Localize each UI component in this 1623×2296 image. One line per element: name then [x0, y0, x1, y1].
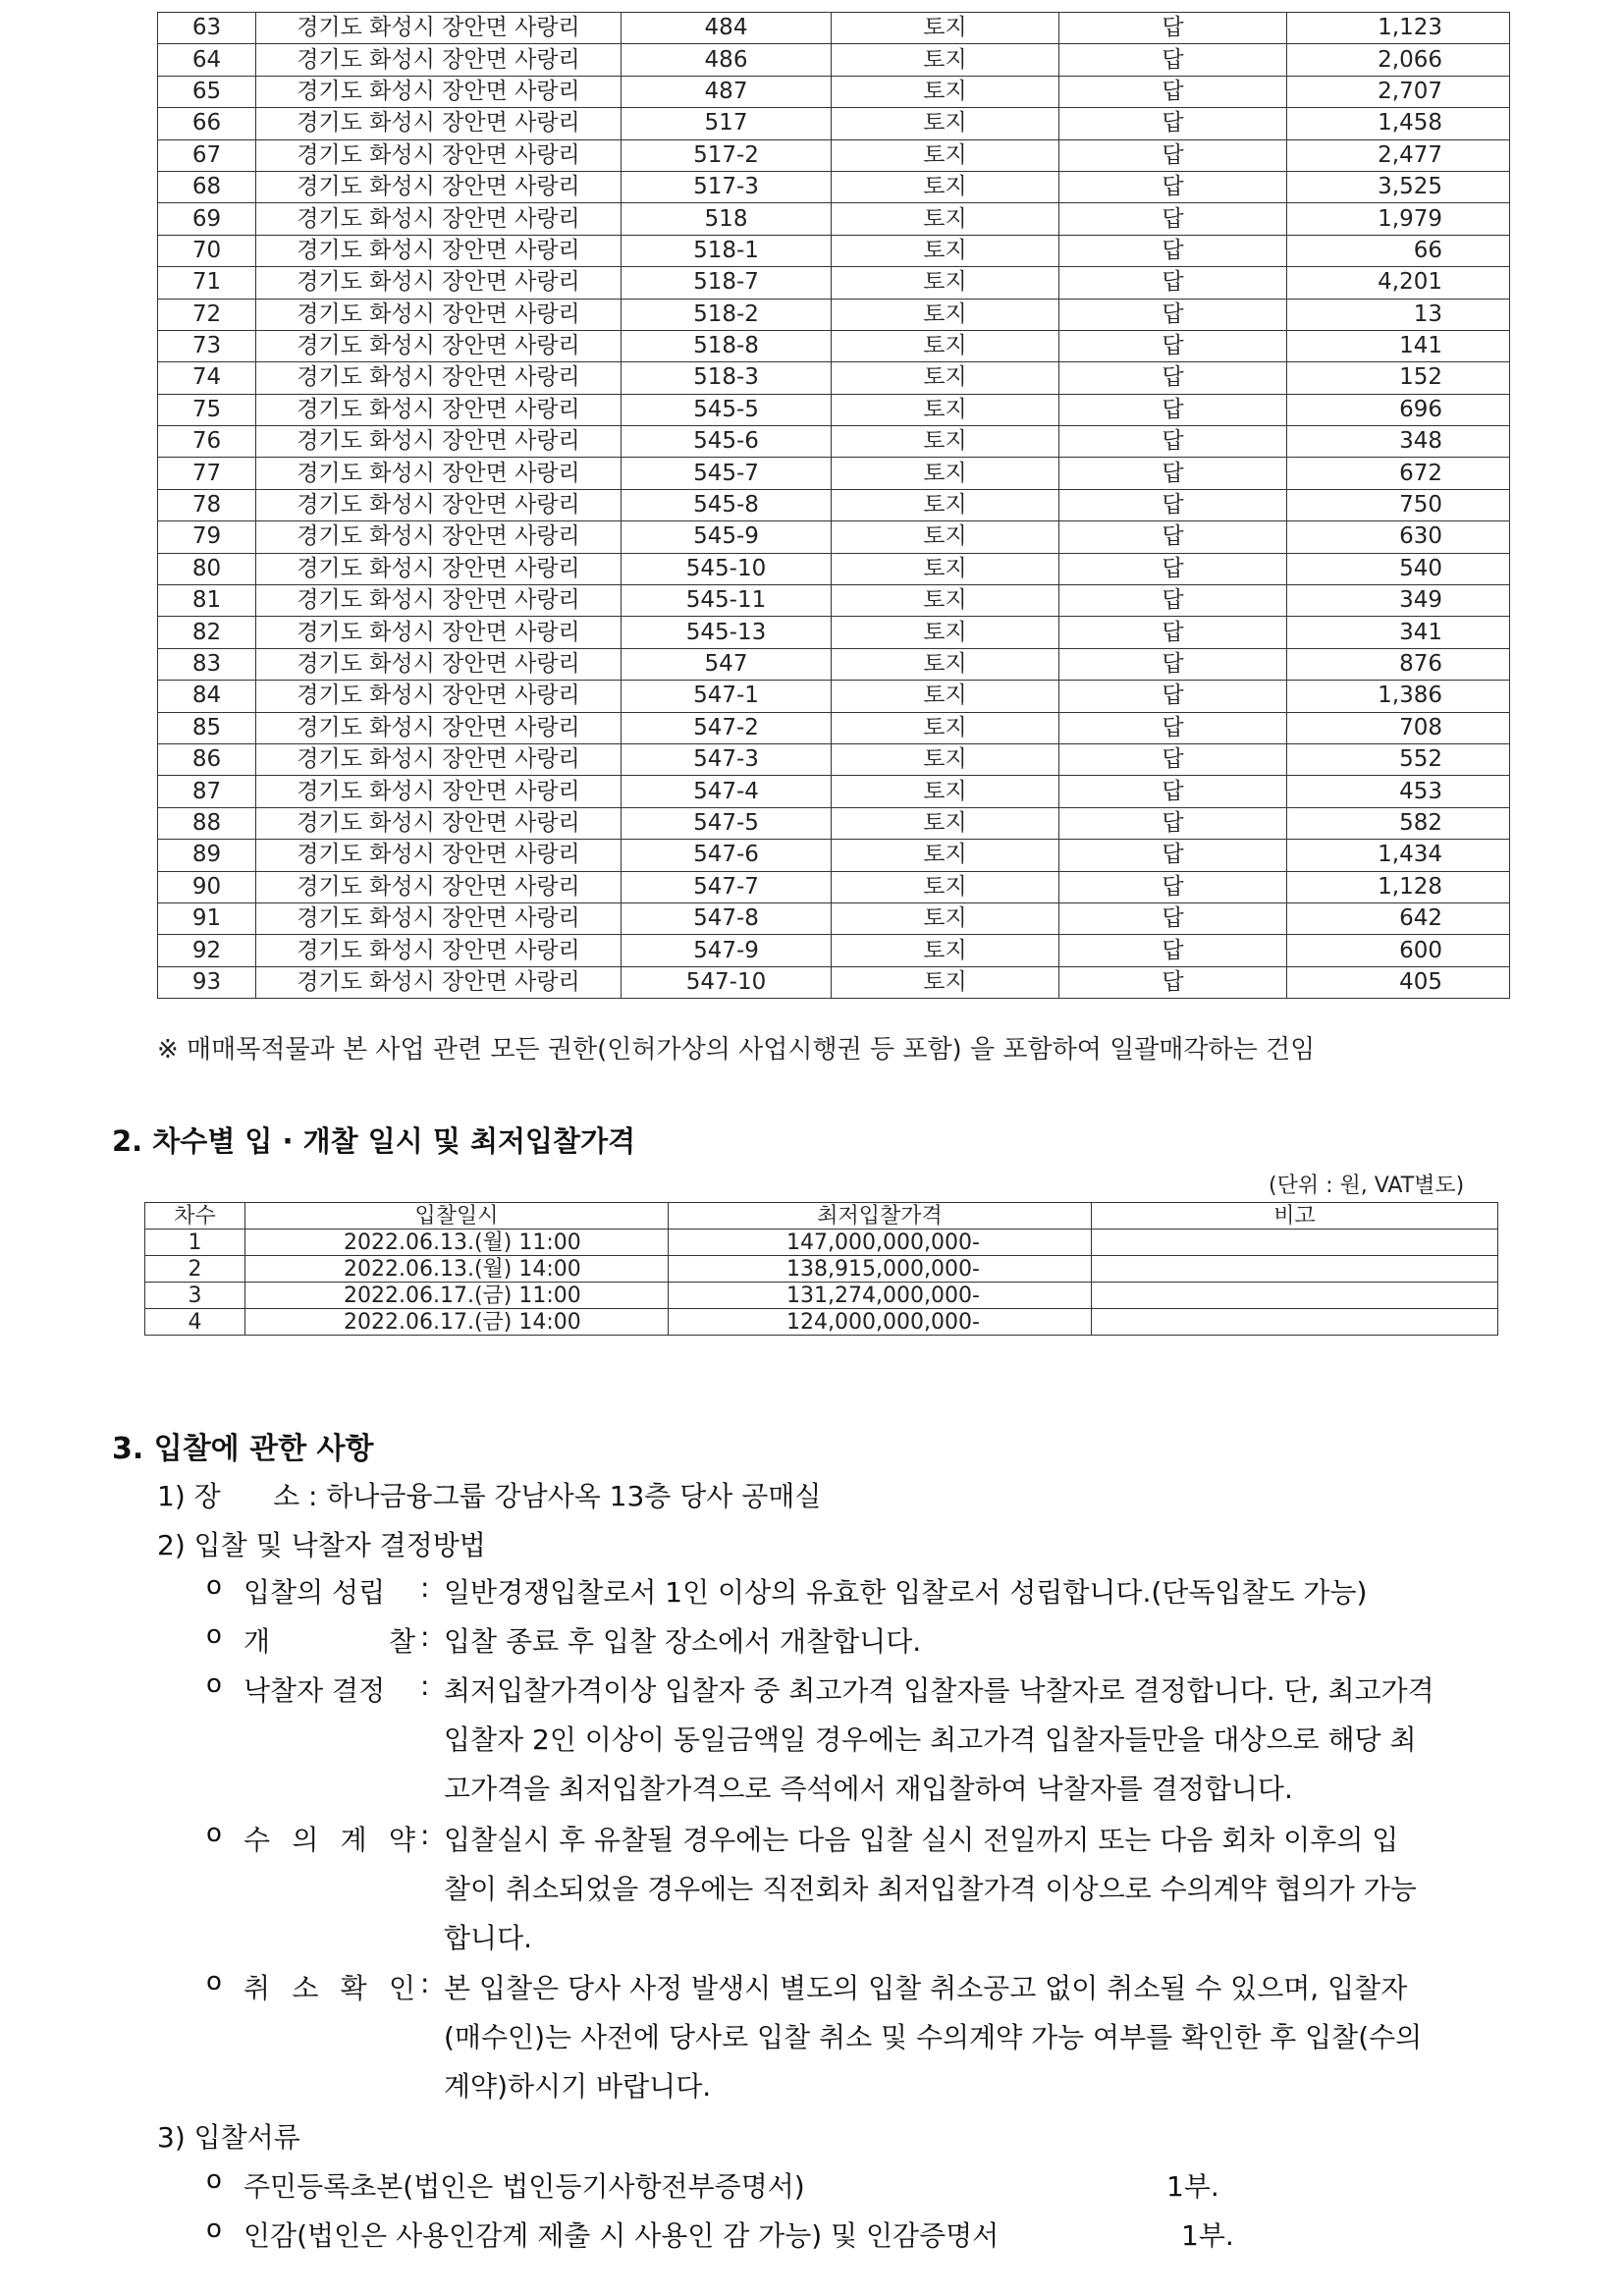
cell-lot: 547-1: [622, 681, 832, 712]
cell-category: 답: [1059, 394, 1287, 425]
cell-address: 경기도 화성시 장안면 사랑리: [256, 76, 622, 107]
cell-category: 답: [1059, 299, 1287, 330]
cell-category: 답: [1059, 458, 1287, 489]
table-row: [158, 13, 1510, 44]
table-row: [158, 712, 1510, 743]
cell-no: 75: [158, 394, 256, 425]
cell-category: 답: [1059, 553, 1287, 584]
cell-type: 토지: [832, 743, 1059, 775]
table-row: [158, 489, 1510, 520]
cell-area: 2,066: [1287, 44, 1510, 76]
cell-area: 1,128: [1287, 871, 1510, 902]
cell-no: 93: [158, 966, 256, 998]
table-row: [158, 871, 1510, 902]
cell-address: 경기도 화성시 장안면 사랑리: [256, 712, 622, 743]
cell-lot: 517-2: [622, 139, 832, 171]
cell-no: 80: [158, 553, 256, 584]
cell-round: 4: [145, 1309, 245, 1336]
cell-lot: 545-6: [622, 426, 832, 458]
cell-address: 경기도 화성시 장안면 사랑리: [256, 966, 622, 998]
table-row: [158, 108, 1510, 139]
cell-date: 2022.06.13.(월) 14:00: [245, 1256, 669, 1283]
cell-address: 경기도 화성시 장안면 사랑리: [256, 299, 622, 330]
cell-lot: 545-5: [622, 394, 832, 425]
cell-no: 82: [158, 617, 256, 648]
unit-note: (단위 : 원, VAT별도): [1269, 1174, 1465, 1198]
table-row: [158, 76, 1510, 107]
cell-area: 453: [1287, 776, 1510, 807]
cell-no: 87: [158, 776, 256, 807]
cell-area: 552: [1287, 743, 1510, 775]
cell-area: 3,525: [1287, 171, 1510, 202]
cell-lot: 518-7: [622, 267, 832, 299]
item-text-line-1: 본 입찰은 당사 사정 발생시 별도의 입찰 취소공고 없이 취소될 수 있으며, 입찰자: [444, 1972, 1408, 2004]
table-row: [145, 1230, 1498, 1256]
cell-address: 경기도 화성시 장안면 사랑리: [256, 108, 622, 139]
cell-type: 토지: [832, 648, 1059, 680]
table-row: [158, 585, 1510, 617]
cell-area: 2,707: [1287, 76, 1510, 107]
cell-type: 토지: [832, 108, 1059, 139]
document-text: 주민등록초본(법인은 법인등기사항전부증명서): [243, 2170, 805, 2203]
cell-category: 답: [1059, 362, 1287, 394]
cell-address: 경기도 화성시 장안면 사랑리: [256, 44, 622, 76]
table-row: [158, 617, 1510, 648]
cell-address: 경기도 화성시 장안면 사랑리: [256, 681, 622, 712]
cell-type: 토지: [832, 13, 1059, 44]
cell-lot: 547-7: [622, 871, 832, 902]
cell-price: 138,915,000,000-: [669, 1256, 1092, 1283]
cell-category: 답: [1059, 108, 1287, 139]
cell-lot: 518-2: [622, 299, 832, 330]
cell-area: 696: [1287, 394, 1510, 425]
header-remarks: 비고: [1092, 1203, 1498, 1230]
item-label: 취 소 확 인: [243, 1972, 415, 2004]
cell-area: 1,434: [1287, 840, 1510, 871]
table-row: [158, 171, 1510, 202]
bullet-icon: o: [206, 1669, 222, 1699]
item-text-line-1: 입찰실시 후 유찰될 경우에는 다음 입찰 실시 전일까지 또는 다음 회차 이후의 입: [444, 1824, 1399, 1856]
cell-category: 답: [1059, 521, 1287, 553]
cell-no: 74: [158, 362, 256, 394]
table-row: [158, 743, 1510, 775]
cell-type: 토지: [832, 617, 1059, 648]
cell-area: 141: [1287, 330, 1510, 361]
cell-type: 토지: [832, 776, 1059, 807]
cell-lot: 547-10: [622, 966, 832, 998]
cell-category: 답: [1059, 840, 1287, 871]
documents-heading: 3) 입찰서류: [157, 2121, 300, 2154]
cell-no: 76: [158, 426, 256, 458]
cell-lot: 547-2: [622, 712, 832, 743]
cell-address: 경기도 화성시 장안면 사랑리: [256, 743, 622, 775]
cell-no: 64: [158, 44, 256, 76]
table-row: [158, 840, 1510, 871]
cell-category: 답: [1059, 648, 1287, 680]
cell-area: 876: [1287, 648, 1510, 680]
place-line: 1) 장 소 : 하나금융그룹 강남사옥 13층 당사 공매실: [157, 1480, 822, 1512]
cell-address: 경기도 화성시 장안면 사랑리: [256, 553, 622, 584]
item-text-line-3: 합니다.: [444, 1922, 533, 1954]
cell-category: 답: [1059, 743, 1287, 775]
cell-no: 73: [158, 330, 256, 361]
bullet-icon: o: [206, 2214, 222, 2244]
cell-lot: 518-8: [622, 330, 832, 361]
cell-area: 708: [1287, 712, 1510, 743]
bullet-icon: o: [206, 1819, 222, 1848]
cell-area: 4,201: [1287, 267, 1510, 299]
document-copies: 1부.: [1166, 2170, 1219, 2203]
cell-type: 토지: [832, 521, 1059, 553]
cell-no: 85: [158, 712, 256, 743]
header-price: 최저입찰가격: [669, 1203, 1092, 1230]
cell-lot: 487: [622, 76, 832, 107]
cell-price: 124,000,000,000-: [669, 1309, 1092, 1336]
table-row: [158, 299, 1510, 330]
cell-category: 답: [1059, 585, 1287, 617]
cell-remarks: [1092, 1256, 1498, 1283]
cell-area: 540: [1287, 553, 1510, 584]
cell-type: 토지: [832, 394, 1059, 425]
cell-round: 3: [145, 1283, 245, 1309]
table-row: [158, 235, 1510, 266]
table-row: [145, 1309, 1498, 1336]
cell-area: 13: [1287, 299, 1510, 330]
table-row: [158, 394, 1510, 425]
table-row: [158, 902, 1510, 934]
cell-no: 84: [158, 681, 256, 712]
bid-schedule-table: [144, 1202, 1498, 1336]
cell-no: 67: [158, 139, 256, 171]
cell-address: 경기도 화성시 장안면 사랑리: [256, 902, 622, 934]
cell-address: 경기도 화성시 장안면 사랑리: [256, 521, 622, 553]
cell-type: 토지: [832, 489, 1059, 520]
cell-area: 642: [1287, 902, 1510, 934]
parcel-table: [157, 12, 1510, 999]
cell-no: 72: [158, 299, 256, 330]
cell-lot: 518-1: [622, 235, 832, 266]
table-row: [145, 1283, 1498, 1309]
cell-type: 토지: [832, 235, 1059, 266]
cell-area: 582: [1287, 807, 1510, 839]
cell-round: 1: [145, 1230, 245, 1256]
cell-date: 2022.06.13.(월) 11:00: [245, 1230, 669, 1256]
cell-type: 토지: [832, 362, 1059, 394]
cell-category: 답: [1059, 267, 1287, 299]
header-round: 차수: [145, 1203, 245, 1230]
cell-address: 경기도 화성시 장안면 사랑리: [256, 267, 622, 299]
cell-lot: 517-3: [622, 171, 832, 202]
cell-area: 750: [1287, 489, 1510, 520]
bid-table-header: [145, 1203, 1498, 1230]
cell-type: 토지: [832, 458, 1059, 489]
bullet-icon: o: [206, 2165, 222, 2195]
cell-lot: 545-7: [622, 458, 832, 489]
cell-lot: 545-13: [622, 617, 832, 648]
cell-type: 토지: [832, 44, 1059, 76]
cell-address: 경기도 화성시 장안면 사랑리: [256, 235, 622, 266]
document-page: 63 경기도 화성시 장안면 사랑리 484 토지 답 1,123 64 경기도 화성시 장안면 사랑리 486 토지 답 2,066 65 경기도 화성시 장안면 사랑리 487 토지 답 2,707 66 경기도 화성시 장안면 사랑리 517 토지 답 1,458 67 경기도 화성시 장안면 사랑리 517-2 토지 답 2,477 68 경기도 화성시 장안면 사랑리 517-3 토지 답 3,525 69 경기도 화성시 장안면 사랑리 518 토지 답 1,979 70 경기도 화성시 장안면 사랑리 518-1 토지 답 66 71 경기도 화성시 장안면 사랑리 518-7 토지 답 4,201 72 경기도 화성시 장안면 사랑리 518-2 토지 답 13 73 경기도 화성시 장안면 사랑리 518-8 토지 답 141 74 경기도 화성시 장안면 사랑리 518-3 토지 답 152 75 경기도 화성시 장안면 사랑리 545-5 토지 답 696 76 경기도 화성시 장안면 사랑리 545-6 토지 답 348 77 경기도 화성시 장안면 사랑리 545-7 토지 답 672 78 경기도 화성시 장안면 사랑리 545-8 토지 답 750 79 경기도 화성시 장안면 사랑리 545-9 토지 답 630 80 경기도 화성시 장안면 사랑리 545-10 토지 답 540 81 경기도 화성시 장안면 사랑리 545-11 토지 답 349 82 경기도 화성시 장안면 사랑리 545-13 토지 답 341 83 경기도 화성시 장안면 사랑리 547 토지 답 876 84 경기도 화성시 장안면 사랑리 547-1 토지 답 1,386 85 경기도 화성시 장안면 사랑리 547-2 토지 답 708 86 경기도 화성시 장안면 사랑리 547-3 토지 답 552 87 경기도 화성시 장안면 사랑리 547-4 토지 답 453 88 경기도 화성시 장안면 사랑리 547-5 토지 답 582 89 경기도 화성시 장안면 사랑리 547-6 토지 답 1,434 90 경기도 화성시 장안면 사랑리 547-7 토지 답 1,128 91 경기도 화성시 장안면 사랑리 547-8 토지 답 642 92 경기도 화성시 장안면 사랑리 547-9 토지 답 600 93 경기도 화성시 장안면 사랑리 547-10 토지 답 405 ※ 매매목적물과 본 사업 관련 모든 권한(인허가상의 사업시행권 등 포함) 을 포함하여 일괄매각하는 건임 2. 차수별 입 · 개찰 일시 및 최저입찰가격 (단위 : 원, VAT별도) 차수 입찰일시 최저입찰가격 비고 1 2022.06.13.(월) 11:00 147,000,000,000- 2 2022.06.13.(월) 14:00 138,915,000,000- 3 2022.06.17.(금) 11:00 131,274,000,000- 4 2022.06.17.(금) 14:00 124,000,000,000- 3. 입찰에 관한 사항 1) 장 소 : 하나금융그룹 강남사옥 13층 당사 공매실 2) 입찰 및 낙찰자 결정방법 o 입찰의 성립 : 일반경쟁입찰로서 1인 이상의 유효한 입찰로서 성립합니다.(단독입찰도 가능) o 개 찰 : 입찰 종료 후 입찰 장소에서 개찰합니다. o 낙찰자 결정 : 최저입찰가격이상 입찰자 중 최고가격 입찰자를 낙찰자로 결정합니다. 단, 최고가격 입찰자 2인 이상이 동일금액일 경우에는 최고가격 입찰자들만을 대상으로 해당 최 고가격을 최저입찰가격으로 즉석에서 재입찰하여 낙찰자를 결정합니다. o 수 의 계 약 : 입찰실시 후 유찰될 경우에는 다음 입찰 실시 전일까지 또는 다음 회차 이후의 입 찰이 취소되었을 경우에는 직전회차 최저입찰가격 이상으로 수의계약 협의가 가능 합니다. o 취 소 확 인 : 본 입찰은 당사 사정 발생시 별도의 입찰 취소공고 없이 취소될 수 있으며, 입찰자 (매수인)는 사전에 당사로 입찰 취소 및 수의계약 가능 여부를 확인한 후 입찰(수의 계약)하시기 바랍니다. 3) 입찰서류 o 주민등록초본(법인은 법인등기사항전부증명서) 1부. o 인감(법인은 사용인감계 제출 시 사용인 감 가능) 및 인감증명서 1부.: [0, 0, 1623, 2296]
cell-category: 답: [1059, 330, 1287, 361]
cell-address: 경기도 화성시 장안면 사랑리: [256, 871, 622, 902]
cell-lot: 545-8: [622, 489, 832, 520]
item-text-line-2: 찰이 취소되었을 경우에는 직전회차 최저입찰가격 이상으로 수의계약 협의가 가능: [444, 1873, 1417, 1905]
document-copies: 1부.: [1181, 2219, 1234, 2252]
table-row: [158, 44, 1510, 76]
table-row: [158, 330, 1510, 361]
cell-category: 답: [1059, 171, 1287, 202]
document-text: 인감(법인은 사용인감계 제출 시 사용인 감 가능) 및 인감증명서: [243, 2219, 1000, 2252]
item-text-line-1: 최저입찰가격이상 입찰자 중 최고가격 입찰자를 낙찰자로 결정합니다. 단, 최고가격: [444, 1674, 1434, 1707]
cell-no: 91: [158, 902, 256, 934]
cell-remarks: [1092, 1283, 1498, 1309]
cell-lot: 547-3: [622, 743, 832, 775]
cell-address: 경기도 화성시 장안면 사랑리: [256, 426, 622, 458]
bullet-icon: o: [206, 1620, 222, 1650]
cell-no: 77: [158, 458, 256, 489]
cell-lot: 547-6: [622, 840, 832, 871]
cell-no: 83: [158, 648, 256, 680]
cell-area: 630: [1287, 521, 1510, 553]
table-row: [158, 807, 1510, 839]
table-row: [158, 776, 1510, 807]
cell-category: 답: [1059, 203, 1287, 235]
cell-category: 답: [1059, 139, 1287, 171]
cell-no: 81: [158, 585, 256, 617]
cell-type: 토지: [832, 935, 1059, 966]
header-date: 입찰일시: [245, 1203, 669, 1230]
item-label: 개 찰: [243, 1625, 415, 1658]
cell-address: 경기도 화성시 장안면 사랑리: [256, 807, 622, 839]
cell-no: 86: [158, 743, 256, 775]
cell-address: 경기도 화성시 장안면 사랑리: [256, 617, 622, 648]
cell-category: 답: [1059, 76, 1287, 107]
cell-no: 69: [158, 203, 256, 235]
table-row: [158, 935, 1510, 966]
cell-type: 토지: [832, 871, 1059, 902]
item-text-line-3: 계약)하시기 바랍니다.: [444, 2070, 712, 2103]
cell-type: 토지: [832, 267, 1059, 299]
table-row: [158, 966, 1510, 998]
cell-lot: 518-3: [622, 362, 832, 394]
table-row: [158, 203, 1510, 235]
cell-date: 2022.06.17.(금) 11:00: [245, 1283, 669, 1309]
cell-no: 90: [158, 871, 256, 902]
cell-remarks: [1092, 1309, 1498, 1336]
cell-area: 600: [1287, 935, 1510, 966]
cell-area: 1,123: [1287, 13, 1510, 44]
cell-area: 349: [1287, 585, 1510, 617]
cell-type: 토지: [832, 966, 1059, 998]
section-3-title: 3. 입찰에 관한 사항: [112, 1432, 374, 1466]
table-row: [158, 458, 1510, 489]
item-text: 일반경쟁입찰로서 1인 이상의 유효한 입찰로서 성립합니다.(단독입찰도 가능): [444, 1576, 1368, 1609]
cell-address: 경기도 화성시 장안면 사랑리: [256, 203, 622, 235]
cell-no: 71: [158, 267, 256, 299]
cell-type: 토지: [832, 330, 1059, 361]
cell-area: 1,458: [1287, 108, 1510, 139]
cell-type: 토지: [832, 76, 1059, 107]
table-row: [158, 681, 1510, 712]
cell-category: 답: [1059, 489, 1287, 520]
cell-no: 92: [158, 935, 256, 966]
cell-category: 답: [1059, 426, 1287, 458]
cell-type: 토지: [832, 553, 1059, 584]
cell-category: 답: [1059, 776, 1287, 807]
cell-date: 2022.06.17.(금) 14:00: [245, 1309, 669, 1336]
cell-no: 78: [158, 489, 256, 520]
cell-category: 답: [1059, 966, 1287, 998]
cell-area: 348: [1287, 426, 1510, 458]
cell-lot: 545-10: [622, 553, 832, 584]
cell-no: 89: [158, 840, 256, 871]
cell-area: 341: [1287, 617, 1510, 648]
cell-category: 답: [1059, 712, 1287, 743]
cell-lot: 547: [622, 648, 832, 680]
cell-no: 63: [158, 13, 256, 44]
table-row: [158, 521, 1510, 553]
cell-price: 147,000,000,000-: [669, 1230, 1092, 1256]
table-row: [158, 553, 1510, 584]
cell-type: 토지: [832, 712, 1059, 743]
cell-category: 답: [1059, 617, 1287, 648]
cell-address: 경기도 화성시 장안면 사랑리: [256, 776, 622, 807]
cell-lot: 547-9: [622, 935, 832, 966]
cell-category: 답: [1059, 681, 1287, 712]
table-row: [158, 426, 1510, 458]
cell-no: 79: [158, 521, 256, 553]
cell-address: 경기도 화성시 장안면 사랑리: [256, 394, 622, 425]
cell-area: 1,386: [1287, 681, 1510, 712]
item-text-line-2: 입찰자 2인 이상이 동일금액일 경우에는 최고가격 입찰자들만을 대상으로 해당 최: [444, 1723, 1417, 1756]
cell-lot: 545-11: [622, 585, 832, 617]
cell-type: 토지: [832, 840, 1059, 871]
parcel-table-body: [158, 13, 1510, 999]
cell-lot: 484: [622, 13, 832, 44]
bullet-icon: o: [206, 1967, 222, 1996]
cell-lot: 518: [622, 203, 832, 235]
cell-no: 68: [158, 171, 256, 202]
cell-address: 경기도 화성시 장안면 사랑리: [256, 171, 622, 202]
table-row: [158, 139, 1510, 171]
cell-address: 경기도 화성시 장안면 사랑리: [256, 330, 622, 361]
cell-lot: 486: [622, 44, 832, 76]
cell-remarks: [1092, 1230, 1498, 1256]
parcel-note: ※ 매매목적물과 본 사업 관련 모든 권한(인허가상의 사업시행권 등 포함) 을 포함하여 일괄매각하는 건임: [157, 1035, 1316, 1065]
cell-lot: 517: [622, 108, 832, 139]
cell-no: 70: [158, 235, 256, 266]
cell-type: 토지: [832, 807, 1059, 839]
cell-type: 토지: [832, 902, 1059, 934]
cell-address: 경기도 화성시 장안면 사랑리: [256, 585, 622, 617]
cell-address: 경기도 화성시 장안면 사랑리: [256, 935, 622, 966]
cell-category: 답: [1059, 902, 1287, 934]
cell-area: 672: [1287, 458, 1510, 489]
table-row: [158, 362, 1510, 394]
cell-address: 경기도 화성시 장안면 사랑리: [256, 13, 622, 44]
item-text: 입찰 종료 후 입찰 장소에서 개찰합니다.: [444, 1625, 922, 1658]
cell-category: 답: [1059, 807, 1287, 839]
cell-type: 토지: [832, 299, 1059, 330]
item-text-line-2: (매수인)는 사전에 당사로 입찰 취소 및 수의계약 가능 여부를 확인한 후 입찰(수의: [444, 2021, 1423, 2053]
table-row: [145, 1256, 1498, 1283]
cell-lot: 545-9: [622, 521, 832, 553]
cell-no: 88: [158, 807, 256, 839]
cell-category: 답: [1059, 13, 1287, 44]
cell-address: 경기도 화성시 장안면 사랑리: [256, 139, 622, 171]
item-label: 수 의 계 약: [243, 1824, 415, 1856]
cell-area: 2,477: [1287, 139, 1510, 171]
cell-no: 65: [158, 76, 256, 107]
cell-type: 토지: [832, 426, 1059, 458]
cell-type: 토지: [832, 139, 1059, 171]
cell-address: 경기도 화성시 장안면 사랑리: [256, 840, 622, 871]
cell-category: 답: [1059, 44, 1287, 76]
cell-category: 답: [1059, 935, 1287, 966]
cell-address: 경기도 화성시 장안면 사랑리: [256, 489, 622, 520]
cell-lot: 547-8: [622, 902, 832, 934]
cell-area: 1,979: [1287, 203, 1510, 235]
cell-category: 답: [1059, 871, 1287, 902]
cell-lot: 547-5: [622, 807, 832, 839]
table-row: [158, 648, 1510, 680]
cell-category: 답: [1059, 235, 1287, 266]
cell-type: 토지: [832, 681, 1059, 712]
cell-price: 131,274,000,000-: [669, 1283, 1092, 1309]
bid-table-body: [145, 1230, 1498, 1336]
cell-type: 토지: [832, 203, 1059, 235]
table-row: [158, 267, 1510, 299]
cell-area: 152: [1287, 362, 1510, 394]
cell-type: 토지: [832, 171, 1059, 202]
cell-no: 66: [158, 108, 256, 139]
cell-round: 2: [145, 1256, 245, 1283]
cell-address: 경기도 화성시 장안면 사랑리: [256, 362, 622, 394]
cell-address: 경기도 화성시 장안면 사랑리: [256, 458, 622, 489]
cell-area: 66: [1287, 235, 1510, 266]
item-text-line-3: 고가격을 최저입찰가격으로 즉석에서 재입찰하여 낙찰자를 결정합니다.: [444, 1773, 1293, 1805]
item-label: 낙찰자 결정: [243, 1674, 386, 1707]
item-label: 입찰의 성립: [243, 1576, 386, 1609]
method-heading: 2) 입찰 및 낙찰자 결정방법: [157, 1529, 486, 1561]
cell-area: 405: [1287, 966, 1510, 998]
bullet-icon: o: [206, 1571, 222, 1601]
cell-address: 경기도 화성시 장안면 사랑리: [256, 648, 622, 680]
cell-type: 토지: [832, 585, 1059, 617]
section-2-title: 2. 차수별 입 · 개찰 일시 및 최저입찰가격: [112, 1124, 636, 1158]
cell-lot: 547-4: [622, 776, 832, 807]
